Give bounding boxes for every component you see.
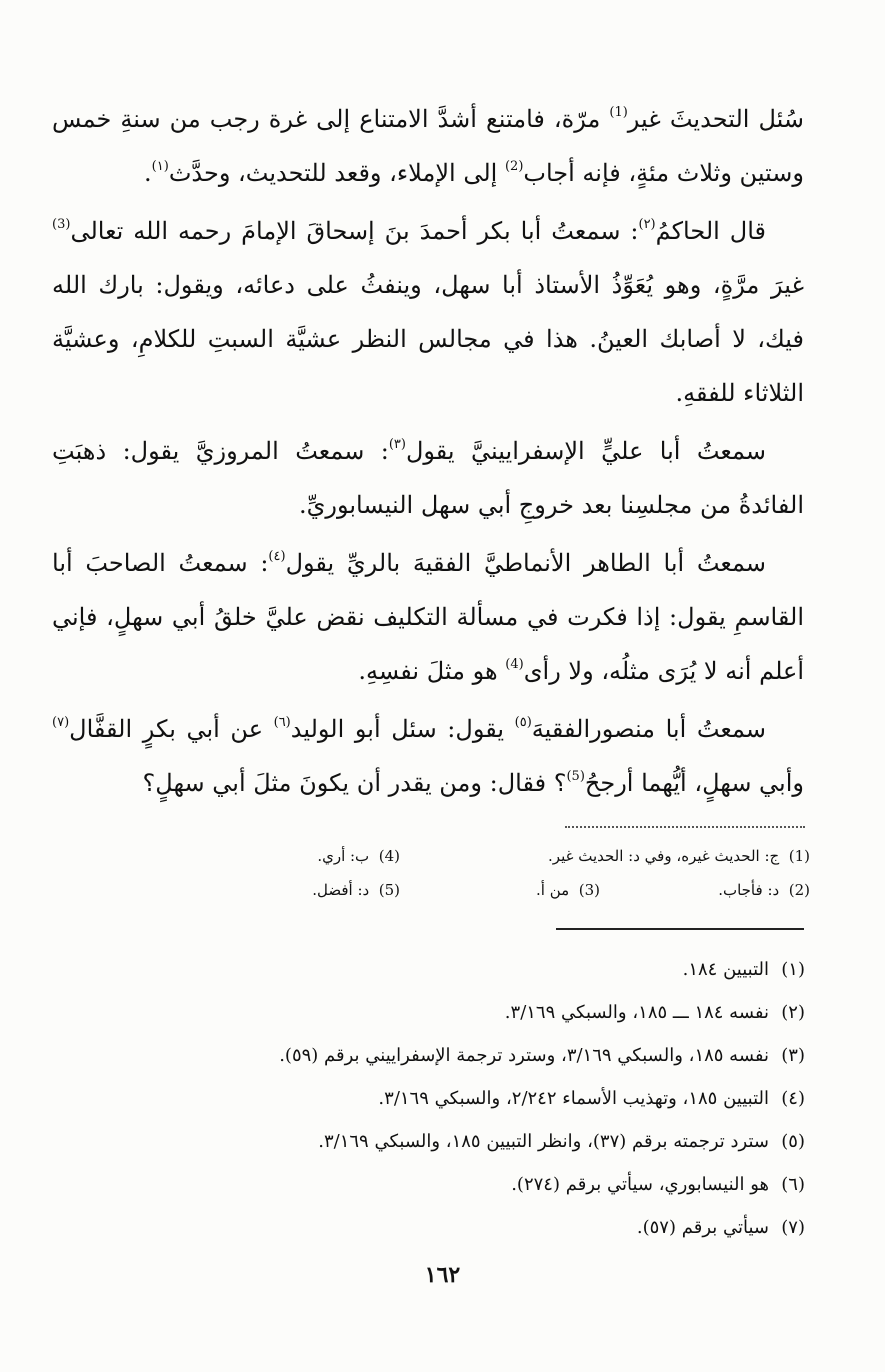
dotted-separator (565, 826, 805, 834)
variant-ref: (4) (505, 657, 524, 672)
variant-note: (5) د: أفضل. (312, 881, 400, 899)
page-number: ١٦٢ (424, 1262, 461, 1288)
variant-note: (2) د: فأجاب. (718, 881, 810, 899)
variant-ref: (3) (52, 217, 71, 232)
footnote-rule (556, 928, 804, 930)
source-note: (٤)التبيين ١٨٥، وتهذيب الأسماء ٢/٢٤٢، والسبكي ٣/١٦٩. (378, 1088, 805, 1109)
source-note: (٧)سيأتي برقم (٥٧). (636, 1217, 805, 1238)
source-ref: (٤) (268, 549, 286, 564)
source-note: (٥)سترد ترجمته برقم (٣٧)، وانظر التبيين ١٨٥، والسبكي ٣/١٦٩. (318, 1131, 805, 1152)
paragraph-5: سمعتُ أبا منصورالفقيهَ$^{(٥)}$ يقول: سئل أبو الوليد$^{(٦)}$ عن أبي بكرٍ القفَّال$^{(٧)}$ وأبي سهلٍ، أيُّهما أرجحُ$^{(5)}$؟ فقال: ومن يقدر أن يكونَ مثلَ أبي سهلٍ؟ (52, 715, 804, 797)
source-ref: (٢) (638, 217, 656, 232)
source-ref: (٥) (514, 715, 532, 730)
paragraph-1: سُئل التحديثَ غير$^{(1)}$ مرّة، فامتنع أشدَّ الامتناع إلى غرة رجب من سنةِ خمس وستين وثلاث مئةٍ، فإنه أجاب$^{(2)}$ إلى الإملاء، وقعد للتحديث، وحدَّث$^{(١)}$. (52, 105, 804, 187)
source-ref: (٣) (388, 437, 406, 452)
main-text (52, 92, 804, 814)
paragraph-4: سمعتُ أبا الطاهر الأنماطيَّ الفقيهَ بالريِّ يقول$^{(٤)}$: سمعتُ الصاحبَ أبا القاسمِ يقول: إذا فكرت في مسألة التكليف نقض عليَّ خلقُ أبي سهلٍ، فإني أعلم أنه لا يُرَى مثلُه، ولا رأى$^{(4)}$ هو مثلَ نفسِهِ. (52, 549, 804, 685)
variant-ref: (1) (609, 105, 628, 120)
source-ref: (١) (151, 159, 169, 174)
variant-note: (3) من أ. (536, 881, 600, 899)
source-note: (١)التبيين ١٨٤. (682, 959, 805, 980)
source-ref: (٦) (273, 715, 291, 730)
variant-note: (1) ج: الحديث غيره، وفي د: الحديث غير. (548, 847, 810, 865)
source-note: (٦)هو النيسابوري، سيأتي برقم (٢٧٤). (511, 1174, 805, 1195)
variant-ref: (2) (504, 159, 524, 174)
source-ref: (٧) (52, 715, 70, 730)
variant-ref: (5) (566, 769, 585, 784)
source-note: (٢)نفسه ١٨٤ ـــ ١٨٥، والسبكي ٣/١٦٩. (504, 1002, 805, 1023)
paragraph-3: سمعتُ أبا عليٍّ الإسفرايينيَّ يقول$^{(٣)}$: سمعتُ المروزيَّ يقول: ذهبَتِ الفائدةُ من مجلسِنا بعد خروجِ أبي سهل النيسابوريِّ. (52, 437, 804, 519)
source-notes (279, 948, 805, 1249)
source-note: (٣)نفسه ١٨٥، والسبكي ٣/١٦٩، وسترد ترجمة الإسفراييني برقم (٥٩). (279, 1045, 805, 1066)
variant-note: (4) ب: أري. (317, 847, 400, 865)
paragraph-2: قال الحاكمُ$^{(٢)}$: سمعتُ أبا بكر أحمدَ بنَ إسحاقَ الإمامَ رحمه الله تعالى$^{(3)}$ غيرَ مرَّةٍ، وهو يُعَوِّذُ الأستاذ أبا سهل، وينفثُ على دعائه، ويقول: بارك الله فيك، لا أصابك العينُ. هذا في مجالس النظر عشيَّة السبتِ للكلامِ، وعشيَّة الثلاثاء للفقهِ. (52, 217, 804, 407)
